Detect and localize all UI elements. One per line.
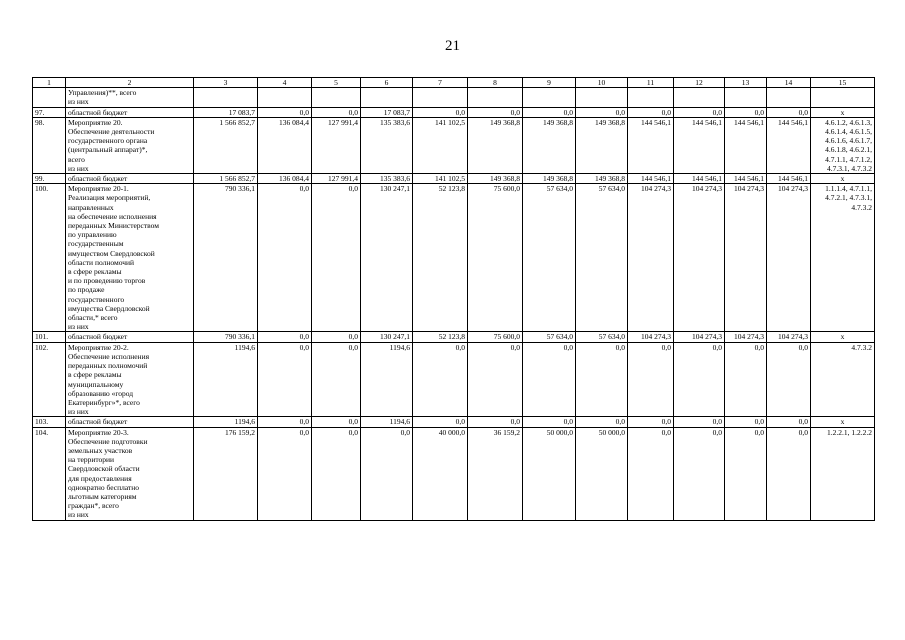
- row-name: [66, 417, 194, 427]
- value-cell: 0,0: [312, 107, 361, 117]
- row-name-line: образованию «город: [68, 388, 134, 398]
- row-name: [66, 107, 194, 117]
- value-cell: 52 123,8: [413, 332, 468, 342]
- budget-table: [32, 77, 875, 521]
- value-cell: [361, 88, 413, 107]
- row-number: 104.: [33, 427, 66, 520]
- value-cell: 0,0: [468, 417, 523, 427]
- indicator-code-line: 1.1.1.4, 4.7.1.1,: [825, 184, 872, 194]
- value-cell: 149 368,8: [468, 174, 523, 184]
- value-cell: 0,0: [725, 417, 767, 427]
- row-name: [66, 88, 194, 107]
- value-cell: 144 546,1: [628, 117, 674, 173]
- value-cell: 790 336,1: [194, 184, 258, 332]
- row-name-line: Обеспечение исполнения: [68, 351, 150, 361]
- row-name-line: Екатеринбург»*, всего: [68, 397, 140, 407]
- value-cell: 0,0: [523, 417, 576, 427]
- value-cell: 0,0: [468, 342, 523, 417]
- value-cell: 0,0: [258, 342, 312, 417]
- row-name-line: всего: [68, 154, 85, 164]
- value-cell: 144 546,1: [628, 174, 674, 184]
- value-cell: 0,0: [674, 107, 725, 117]
- row-name-line: области полномочий: [68, 257, 135, 267]
- row-name-line: из них: [68, 407, 89, 417]
- row-number: 102.: [33, 342, 66, 417]
- header-cell: 15: [811, 78, 875, 88]
- value-cell: 1 566 852,7: [194, 174, 258, 184]
- header-cell: 1: [33, 78, 66, 88]
- row-name-line: государственного: [68, 294, 125, 304]
- indicator-codes: [811, 184, 875, 332]
- value-cell: 1194,6: [194, 417, 258, 427]
- row-name-line: Мероприятие 20-3.: [68, 427, 129, 437]
- row-name-line: переданных Министерством: [68, 221, 160, 231]
- value-cell: 176 159,2: [194, 427, 258, 520]
- value-cell: 0,0: [767, 342, 811, 417]
- value-cell: 1 566 852,7: [194, 117, 258, 173]
- indicator-codes: [811, 332, 875, 342]
- row-name-line: Обеспечение подготовки: [68, 436, 148, 446]
- value-cell: 50 000,0: [523, 427, 576, 520]
- row-number: 98.: [33, 117, 66, 173]
- indicator-codes: [811, 417, 875, 427]
- row-number: 103.: [33, 417, 66, 427]
- value-cell: 57 634,0: [523, 184, 576, 332]
- header-cell: 5: [312, 78, 361, 88]
- table-row: [33, 184, 875, 332]
- value-cell: 0,0: [468, 107, 523, 117]
- row-name-line: и по проведению торгов: [68, 276, 146, 286]
- row-name-line: Управления)**, всего: [68, 88, 137, 98]
- value-cell: 75 600,0: [468, 184, 523, 332]
- indicator-code-line: 4.7.3.2: [851, 342, 872, 352]
- value-cell: 0,0: [767, 427, 811, 520]
- value-cell: 136 084,4: [258, 174, 312, 184]
- table-row: [33, 332, 875, 342]
- value-cell: 40 000,0: [413, 427, 468, 520]
- row-name-line: по управлению: [68, 230, 117, 240]
- row-name: [66, 174, 194, 184]
- value-cell: 0,0: [523, 342, 576, 417]
- indicator-code-line: 4.6.1.4, 4.6.1.5,: [825, 127, 872, 137]
- header-cell: 4: [258, 78, 312, 88]
- indicator-codes: [811, 117, 875, 173]
- value-cell: 0,0: [725, 342, 767, 417]
- row-name-line: из них: [68, 510, 89, 520]
- value-cell: 0,0: [674, 417, 725, 427]
- value-cell: [468, 88, 523, 107]
- header-cell: 2: [66, 78, 194, 88]
- value-cell: 0,0: [312, 332, 361, 342]
- row-name-line: из них: [68, 322, 89, 332]
- value-cell: 144 546,1: [674, 174, 725, 184]
- value-cell: 0,0: [767, 107, 811, 117]
- row-name: [66, 184, 194, 332]
- value-cell: 149 368,8: [523, 117, 576, 173]
- indicator-codes: [811, 342, 875, 417]
- row-name-line: имуществом Свердловской: [68, 248, 155, 258]
- value-cell: 1194,6: [361, 417, 413, 427]
- row-name-line: однократно бесплатно: [68, 482, 140, 492]
- indicator-code-line: 4.7.1.1, 4.7.1.2,: [825, 154, 872, 164]
- row-name-line: для предоставления: [68, 473, 132, 483]
- row-name-line: государственного органа: [68, 136, 148, 146]
- value-cell: 52 123,8: [413, 184, 468, 332]
- row-name: [66, 427, 194, 520]
- row-name-line: Обеспечение деятельности: [68, 127, 155, 137]
- row-name-line: (центральный аппарат)*,: [68, 145, 148, 155]
- indicator-codes: [811, 174, 875, 184]
- table-row: [33, 427, 875, 520]
- header-cell: 3: [194, 78, 258, 88]
- header-cell: 10: [576, 78, 628, 88]
- value-cell: [576, 88, 628, 107]
- row-name-line: муниципальному: [68, 379, 124, 389]
- value-cell: 0,0: [767, 417, 811, 427]
- value-cell: 0,0: [576, 342, 628, 417]
- row-name-line: переданных полномочий: [68, 361, 148, 371]
- value-cell: 144 546,1: [725, 117, 767, 173]
- row-number: 97.: [33, 107, 66, 117]
- row-name-line: на территории: [68, 455, 115, 465]
- indicator-code-line: 4.6.1.6, 4.6.1.7,: [825, 136, 872, 146]
- value-cell: 0,0: [258, 417, 312, 427]
- value-cell: 36 159,2: [468, 427, 523, 520]
- indicator-code-line: х: [840, 332, 845, 342]
- row-name-line: Реализация мероприятий,: [68, 193, 151, 203]
- value-cell: 135 383,6: [361, 117, 413, 173]
- row-name-line: граждан*, всего: [68, 501, 119, 511]
- value-cell: 104 274,3: [767, 332, 811, 342]
- value-cell: 104 274,3: [725, 332, 767, 342]
- value-cell: [523, 88, 576, 107]
- value-cell: 0,0: [725, 107, 767, 117]
- value-cell: 0,0: [523, 107, 576, 117]
- value-cell: 57 634,0: [576, 332, 628, 342]
- value-cell: 0,0: [312, 342, 361, 417]
- header-cell: 6: [361, 78, 413, 88]
- row-name-line: направленных: [68, 202, 114, 212]
- row-name-line: Мероприятие 20-2.: [68, 342, 129, 352]
- value-cell: 75 600,0: [468, 332, 523, 342]
- header-cell: 13: [725, 78, 767, 88]
- value-cell: [258, 88, 312, 107]
- indicator-code-line: х: [840, 174, 845, 184]
- value-cell: 130 247,1: [361, 332, 413, 342]
- value-cell: 0,0: [628, 417, 674, 427]
- row-name-line: областной бюджет: [68, 417, 128, 427]
- row-name: [66, 332, 194, 342]
- value-cell: 127 991,4: [312, 174, 361, 184]
- indicator-codes: [811, 88, 875, 107]
- value-cell: 0,0: [576, 107, 628, 117]
- value-cell: 104 274,3: [674, 332, 725, 342]
- row-name-line: земельных участков: [68, 445, 133, 455]
- table-row: [33, 417, 875, 427]
- header-cell: 14: [767, 78, 811, 88]
- value-cell: 0,0: [258, 107, 312, 117]
- value-cell: 149 368,8: [576, 117, 628, 173]
- indicator-code-line: 4.6.1.2, 4.6.1.3,: [825, 117, 872, 127]
- row-name-line: в сфере рекламы: [68, 370, 122, 380]
- value-cell: 127 991,4: [312, 117, 361, 173]
- table-row: [33, 117, 875, 173]
- row-name-line: области,* всего: [68, 313, 118, 323]
- value-cell: 17 083,7: [194, 107, 258, 117]
- row-name-line: в сфере рекламы: [68, 267, 122, 277]
- value-cell: 144 546,1: [725, 174, 767, 184]
- value-cell: [194, 88, 258, 107]
- header-cell: 12: [674, 78, 725, 88]
- value-cell: 1194,6: [194, 342, 258, 417]
- value-cell: 0,0: [628, 342, 674, 417]
- value-cell: [312, 88, 361, 107]
- header-cell: 7: [413, 78, 468, 88]
- value-cell: 104 274,3: [674, 184, 725, 332]
- value-cell: 144 546,1: [767, 117, 811, 173]
- row-name: [66, 117, 194, 173]
- value-cell: 57 634,0: [523, 332, 576, 342]
- value-cell: 0,0: [258, 332, 312, 342]
- indicator-codes: [811, 107, 875, 117]
- value-cell: 144 546,1: [767, 174, 811, 184]
- row-name-line: государственным: [68, 239, 124, 249]
- value-cell: [725, 88, 767, 107]
- indicator-code-line: 1.2.2.1, 1.2.2.2: [827, 427, 872, 437]
- value-cell: 104 274,3: [767, 184, 811, 332]
- value-cell: 0,0: [413, 342, 468, 417]
- value-cell: 130 247,1: [361, 184, 413, 332]
- value-cell: 17 083,7: [361, 107, 413, 117]
- table-row: [33, 342, 875, 417]
- row-name-line: из них: [68, 163, 89, 173]
- value-cell: [413, 88, 468, 107]
- value-cell: 0,0: [312, 184, 361, 332]
- value-cell: 0,0: [258, 427, 312, 520]
- indicator-code-line: 4.7.3.1, 4.7.3.2: [827, 163, 872, 173]
- row-name-line: Мероприятие 20-1.: [68, 184, 129, 194]
- indicator-code-line: х: [840, 417, 845, 427]
- row-name-line: имущества Свердловской: [68, 303, 150, 313]
- value-cell: 0,0: [413, 107, 468, 117]
- indicator-code-line: 4.7.3.2: [851, 202, 872, 212]
- value-cell: 0,0: [258, 184, 312, 332]
- header-cell: 8: [468, 78, 523, 88]
- value-cell: 144 546,1: [674, 117, 725, 173]
- value-cell: 104 274,3: [628, 184, 674, 332]
- row-number: 100.: [33, 184, 66, 332]
- row-name: [66, 342, 194, 417]
- value-cell: [767, 88, 811, 107]
- value-cell: 0,0: [674, 342, 725, 417]
- value-cell: 0,0: [312, 427, 361, 520]
- value-cell: 135 383,6: [361, 174, 413, 184]
- indicator-code-line: х: [840, 107, 845, 117]
- page-number: 21: [445, 38, 460, 54]
- value-cell: 0,0: [628, 427, 674, 520]
- indicator-codes: [811, 427, 875, 520]
- value-cell: [674, 88, 725, 107]
- row-name-line: областной бюджет: [68, 107, 128, 117]
- value-cell: 0,0: [576, 417, 628, 427]
- value-cell: 0,0: [674, 427, 725, 520]
- header-cell: 11: [628, 78, 674, 88]
- value-cell: 149 368,8: [468, 117, 523, 173]
- table-row: [33, 174, 875, 184]
- row-name-line: Мероприятие 20.: [68, 117, 123, 127]
- row-number: 99.: [33, 174, 66, 184]
- value-cell: 0,0: [628, 107, 674, 117]
- row-name-line: областной бюджет: [68, 332, 128, 342]
- row-name-line: областной бюджет: [68, 174, 128, 184]
- value-cell: 1194,6: [361, 342, 413, 417]
- value-cell: [628, 88, 674, 107]
- value-cell: 104 274,3: [725, 184, 767, 332]
- value-cell: 0,0: [725, 427, 767, 520]
- value-cell: 0,0: [413, 417, 468, 427]
- row-name-line: на обеспечение исполнения: [68, 211, 157, 221]
- header-cell: 9: [523, 78, 576, 88]
- value-cell: 57 634,0: [576, 184, 628, 332]
- value-cell: 141 102,5: [413, 117, 468, 173]
- value-cell: 50 000,0: [576, 427, 628, 520]
- value-cell: 141 102,5: [413, 174, 468, 184]
- row-name-line: из них: [68, 97, 89, 107]
- value-cell: 149 368,8: [576, 174, 628, 184]
- row-number: [33, 88, 66, 107]
- value-cell: 790 336,1: [194, 332, 258, 342]
- value-cell: 0,0: [312, 417, 361, 427]
- table-row: [33, 107, 875, 117]
- row-name-line: льготным категориям: [68, 491, 137, 501]
- value-cell: 136 084,4: [258, 117, 312, 173]
- table-row: [33, 88, 875, 107]
- value-cell: 0,0: [361, 427, 413, 520]
- row-name-line: Свердловской области: [68, 464, 140, 474]
- value-cell: 149 368,8: [523, 174, 576, 184]
- indicator-code-line: 4.7.2.1, 4.7.3.1,: [825, 193, 872, 203]
- row-number: 101.: [33, 332, 66, 342]
- indicator-code-line: 4.6.1.8, 4.6.2.1,: [825, 145, 872, 155]
- table-header-row: [33, 78, 875, 88]
- row-name-line: по продаже: [68, 285, 105, 295]
- value-cell: 104 274,3: [628, 332, 674, 342]
